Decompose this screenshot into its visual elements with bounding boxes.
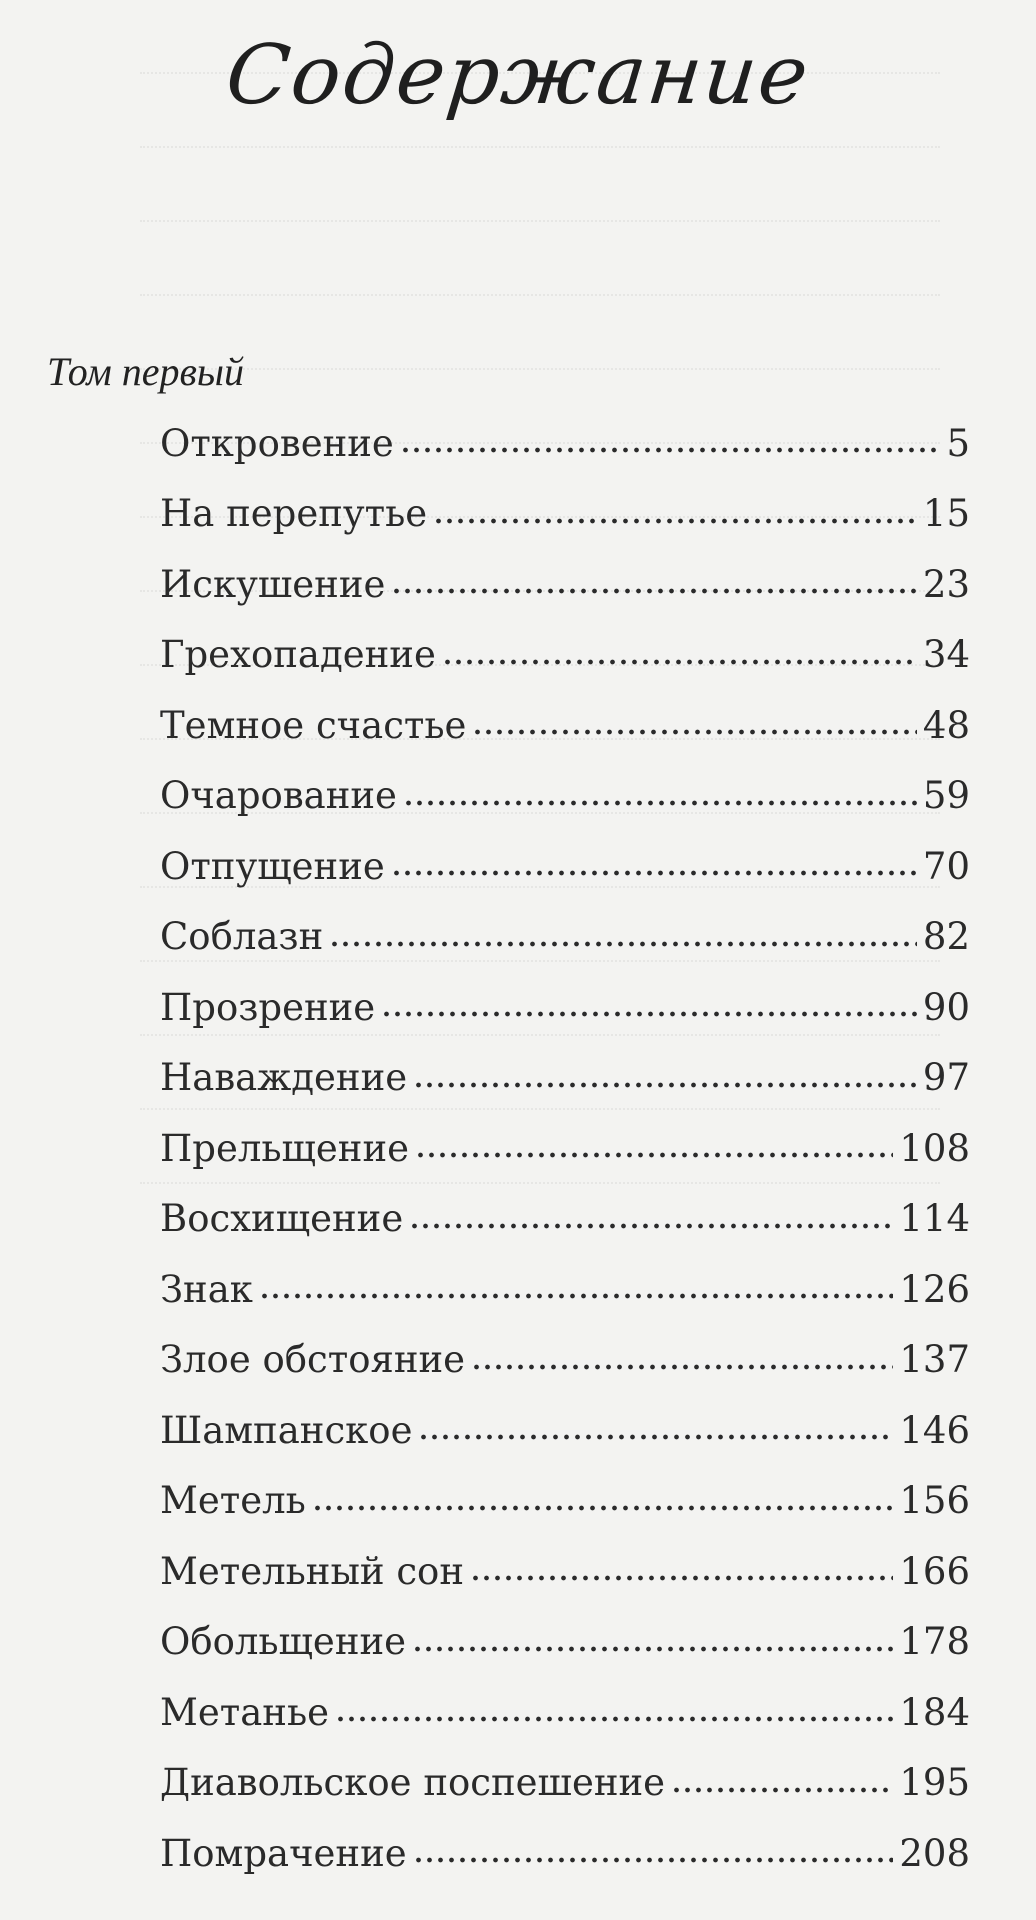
toc-entry-title: Прозрение: [160, 985, 376, 1029]
toc-entry-page: 114: [899, 1197, 970, 1241]
toc-entry-title: Шампанское: [160, 1408, 413, 1452]
toc-entry-title: Диавольское поспешение: [160, 1761, 666, 1805]
dot-leader: [471, 1363, 893, 1371]
toc-entry-page: 34: [922, 633, 970, 677]
toc-entry-page: 5: [946, 421, 970, 465]
toc-entry-title: На перепутье: [160, 492, 428, 536]
toc-entry-page: 59: [922, 774, 970, 818]
dot-leader: [433, 517, 917, 525]
dot-leader: [391, 869, 917, 877]
toc-entry[interactable]: [160, 761, 970, 832]
toc-entry[interactable]: [160, 1043, 970, 1114]
toc-entry[interactable]: [160, 1536, 970, 1607]
toc-entry[interactable]: [160, 549, 970, 620]
toc-entry-page: 195: [899, 1761, 970, 1805]
toc-entry[interactable]: [160, 1113, 970, 1184]
toc-entry-title: Метель: [160, 1479, 306, 1523]
toc-entry[interactable]: [160, 1184, 970, 1255]
dot-leader: [418, 1433, 893, 1441]
toc-entry-page: 48: [922, 703, 970, 747]
dot-leader: [409, 1222, 893, 1230]
toc-entry-title: Обольщение: [160, 1620, 407, 1664]
toc-entry-page: 208: [899, 1831, 970, 1875]
toc-entry-page: 126: [899, 1267, 970, 1311]
toc-entry[interactable]: [160, 690, 970, 761]
toc-entry-title: Помрачение: [160, 1831, 407, 1875]
dot-leader: [403, 799, 917, 807]
toc-entry[interactable]: [160, 1254, 970, 1325]
dot-leader: [335, 1715, 893, 1723]
toc-entry[interactable]: [160, 972, 970, 1043]
toc-entry-title: Прельщение: [160, 1126, 410, 1170]
toc-entry[interactable]: [160, 1818, 970, 1889]
volume-label: Том первый: [47, 349, 245, 394]
dot-leader: [472, 728, 916, 736]
toc-entry-page: 82: [922, 915, 970, 959]
toc-entry-title: Темное счастье: [160, 703, 467, 747]
toc-entry-title: Грехопадение: [160, 633, 436, 677]
toc-entry-page: 97: [922, 1056, 970, 1100]
dot-leader: [470, 1574, 893, 1582]
toc-entry-page: 90: [922, 985, 970, 1029]
toc-entry[interactable]: [160, 479, 970, 550]
dot-leader: [391, 587, 917, 595]
toc-entry-title: Метельный сон: [160, 1549, 464, 1593]
toc-entry[interactable]: [160, 1395, 970, 1466]
contents-heading: Содержание: [221, 28, 815, 123]
toc-entry-page: 166: [899, 1549, 970, 1593]
dot-leader: [412, 1645, 893, 1653]
toc-entry-title: Метанье: [160, 1690, 330, 1734]
toc-entry[interactable]: [160, 1466, 970, 1537]
dot-leader: [415, 1151, 893, 1159]
toc-entry-title: Восхищение: [160, 1197, 404, 1241]
dot-leader: [381, 1010, 917, 1018]
toc-entry-page: 178: [899, 1620, 970, 1664]
toc-entry[interactable]: [160, 831, 970, 902]
toc-entry-title: Знак: [160, 1267, 253, 1311]
toc-entry-title: Соблазн: [160, 915, 324, 959]
toc-entry[interactable]: [160, 1677, 970, 1748]
dot-leader: [312, 1504, 894, 1512]
toc-entry[interactable]: [160, 408, 970, 479]
table-of-contents: [160, 408, 970, 1889]
dot-leader: [413, 1856, 894, 1864]
dot-leader: [259, 1292, 893, 1300]
dot-leader: [329, 940, 917, 948]
toc-entry[interactable]: [160, 1607, 970, 1678]
dot-leader: [671, 1786, 893, 1794]
toc-entry-title: Наваждение: [160, 1056, 408, 1100]
dot-leader: [413, 1081, 917, 1089]
toc-entry-page: 146: [899, 1408, 970, 1452]
toc-entry-page: 156: [899, 1479, 970, 1523]
toc-entry-title: Откровение: [160, 421, 394, 465]
toc-entry[interactable]: [160, 1325, 970, 1396]
toc-entry-page: 70: [922, 844, 970, 888]
toc-entry[interactable]: [160, 620, 970, 691]
toc-entry[interactable]: [160, 902, 970, 973]
toc-entry-title: Искушение: [160, 562, 386, 606]
toc-entry-page: 184: [899, 1690, 970, 1734]
toc-entry-page: 137: [899, 1338, 970, 1382]
toc-entry-title: Очарование: [160, 774, 397, 818]
toc-entry-title: Злое обстояние: [160, 1338, 466, 1382]
toc-entry[interactable]: [160, 1748, 970, 1819]
dot-leader: [442, 658, 917, 666]
toc-entry-title: Отпущение: [160, 844, 385, 888]
toc-entry-page: 108: [899, 1126, 970, 1170]
dot-leader: [400, 446, 941, 454]
toc-entry-page: 23: [922, 562, 970, 606]
toc-entry-page: 15: [922, 492, 970, 536]
